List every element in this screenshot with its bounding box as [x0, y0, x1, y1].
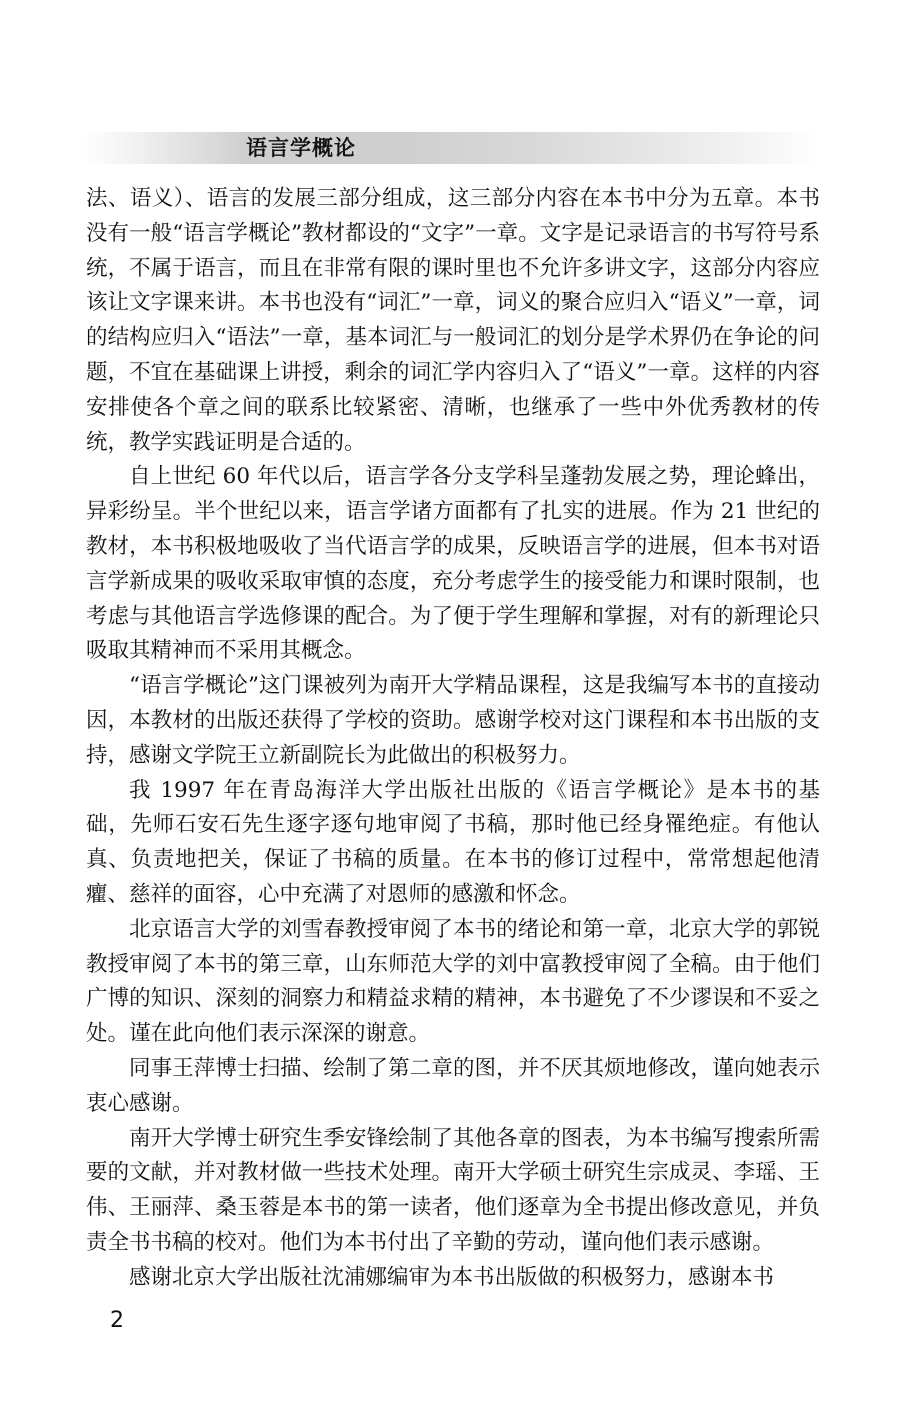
- paragraph: 我 1997 年在青岛海洋大学出版社出版的《语言学概论》是本书的基础，先师石安石先生逐字逐句地审阅了书稿，那时他已经身罹绝症。有他认真、负责地把关，保证了书稿的质量。在本书的修订过程中，常常想起他清癯、慈祥的面容，心中充满了对恩师的感激和怀念。: [86, 777, 820, 907]
- running-header-band: [82, 132, 822, 164]
- paragraph-continued: 法、语义）、语言的发展三部分组成，这三部分内容在本书中分为五章。本书没有一般“语言学概论”教材都设的“文字”一章。文字是记录语言的书写符号系统，不属于语言，而且在非常有限的课时里也不允许多讲文字，这部分内容应该让文字课来讲。本书也没有“词汇”一章，词义的聚合应归入“语义”一章，词的结构应归入“语法”一章，基本词汇与一般词汇的划分是学术界仍在争论的问题，不宜在基础课上讲授，剩余的词汇学内容归入了“语义”一章。这样的内容安排使各个章之间的联系比较紧密、清晰，也继承了一些中外优秀教材的传统，教学实践证明是合适的。: [86, 186, 820, 455]
- running-header-title: 语言学概论: [246, 136, 356, 160]
- paragraph: 同事王萍博士扫描、绘制了第二章的图，并不厌其烦地修改，谨向她表示衷心感谢。: [86, 1055, 820, 1116]
- paragraph: 自上世纪 60 年代以后，语言学各分支学科呈蓬勃发展之势，理论蜂出，异彩纷呈。半个世纪以来，语言学诸方面都有了扎实的进展。作为 21 世纪的教材，本书积极地吸收了当代语言学的成果，反映语言学的进展，但本书对语言学新成果的吸收采取审慎的态度，充分考虑学生的接受能力和课时限制，也考虑与其他语言学选修课的配合。为了便于学生理解和掌握，对有的新理论只吸取其精神而不采用其概念。: [86, 464, 820, 664]
- paragraph: “语言学概论”这门课被列为南开大学精品课程，这是我编写本书的直接动因，本教材的出版还获得了学校的资助。感谢学校对这门课程和本书出版的支持，感谢文学院王立新副院长为此做出的积极努力。: [86, 673, 820, 768]
- page-number: 2: [110, 1308, 124, 1333]
- paragraph: 北京语言大学的刘雪春教授审阅了本书的绪论和第一章，北京大学的郭锐教授审阅了本书的第三章，山东师范大学的刘中富教授审阅了全稿。由于他们广博的知识、深刻的洞察力和精益求精的精神，本书避免了不少谬误和不妥之处。谨在此向他们表示深深的谢意。: [86, 916, 820, 1047]
- paragraph: 南开大学博士研究生季安锋绘制了其他各章的图表，为本书编写搜索所需要的文献，并对教材做一些技术处理。南开大学硕士研究生宗成灵、李瑶、王伟、王丽萍、桑玉蓉是本书的第一读者，他们逐章为全书提出修改意见，并负责全书书稿的校对。他们为本书付出了辛勤的劳动，谨向他们表示感谢。: [86, 1125, 820, 1255]
- paragraph: 感谢北京大学出版社沈浦娜编审为本书出版做的积极努力，感谢本书: [129, 1264, 775, 1290]
- body-text: [86, 182, 820, 1296]
